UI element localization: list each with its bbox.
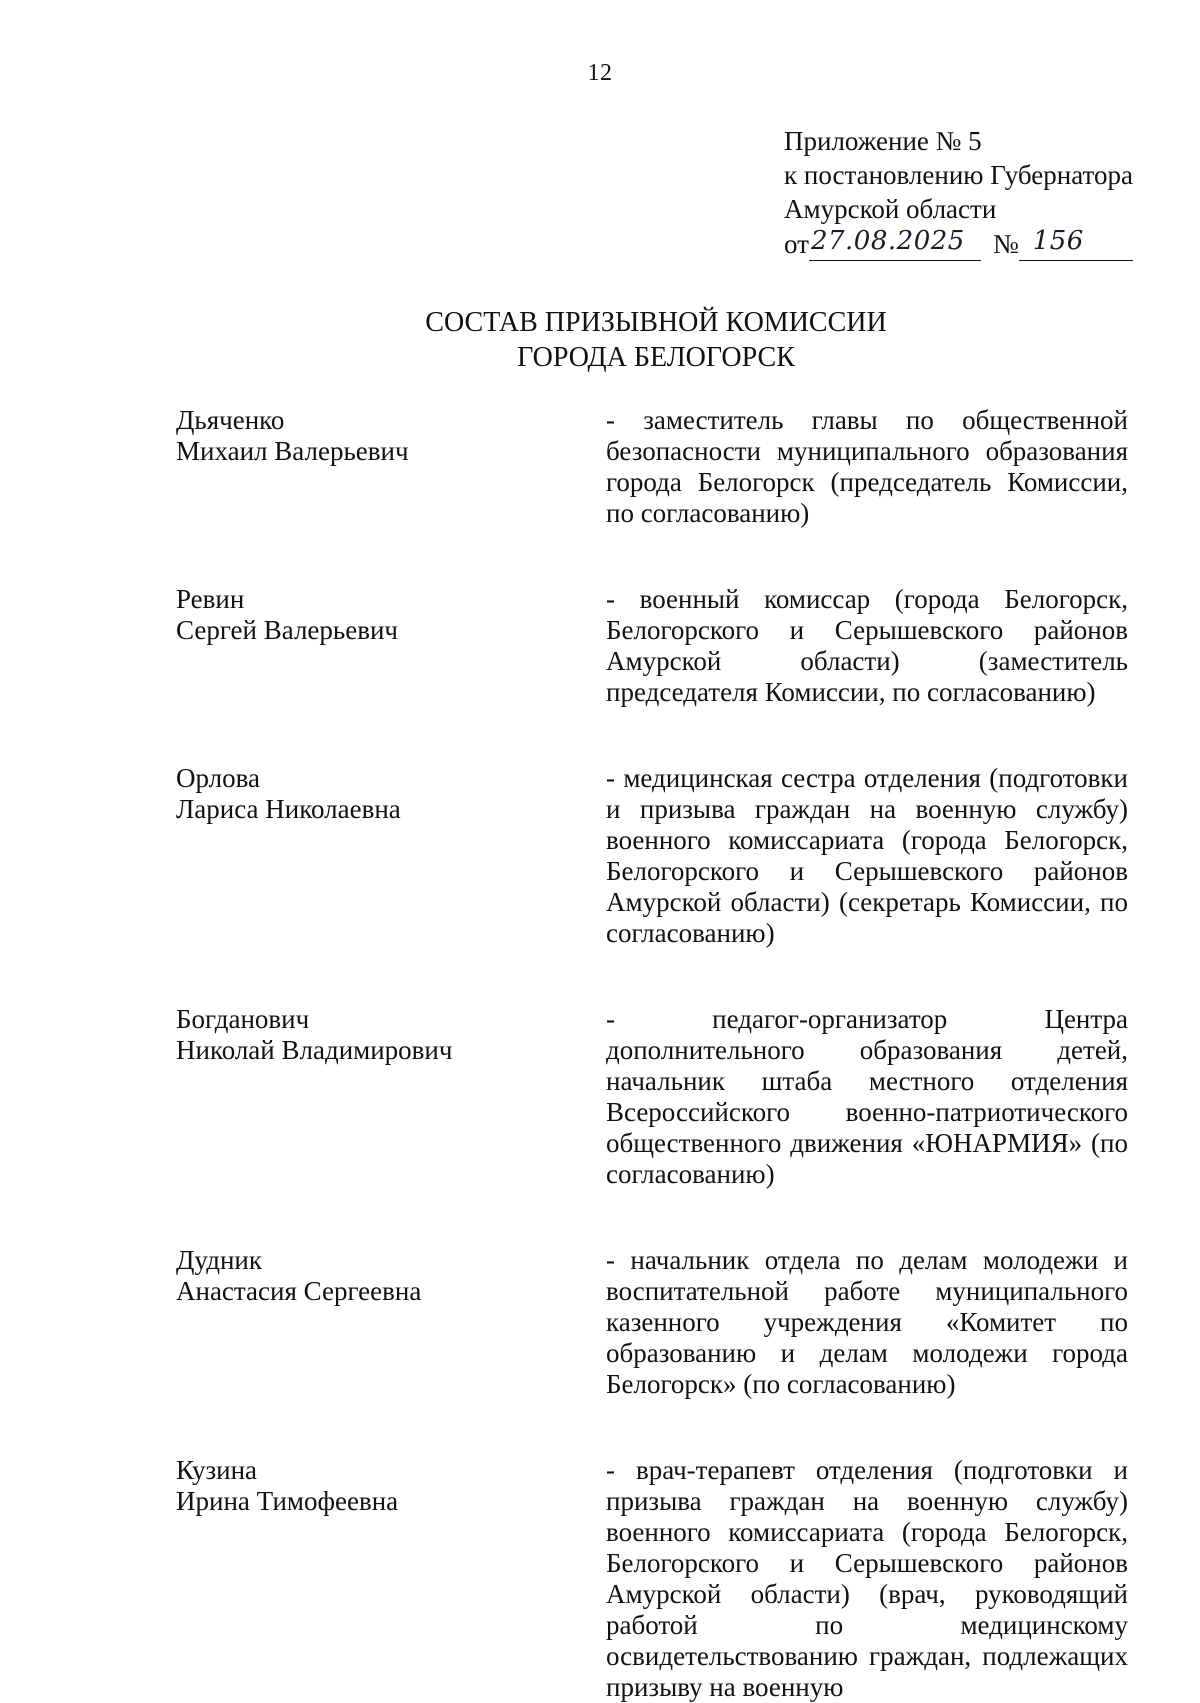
date-prefix: от — [784, 229, 809, 259]
member-entry — [176, 1455, 1136, 1703]
member-given-names: Анастасия Сергеевна — [176, 1276, 422, 1306]
member-given-names: Лариса Николаевна — [176, 794, 401, 824]
member-role: - заместитель главы по общественной безопасности муниципального образования города Белогорск (председатель Комиссии, по согласованию) — [606, 405, 1128, 528]
appendix-block — [784, 124, 1174, 261]
member-name — [176, 405, 606, 529]
member-role: - врач-терапевт отделения (подготовки и призыва граждан на военную службу) военного комиссариата (города Белогорск, Белогорского и Серышевского районов Амурской области) (врач, руководящий работой по медицинскому освидетельствованию граждан, подлежащих призыву на военную — [606, 1455, 1128, 1702]
member-given-names: Ирина Тимофеевна — [176, 1486, 399, 1516]
member-surname: Кузина — [176, 1455, 258, 1485]
member-name — [176, 1455, 606, 1703]
member-surname: Орлова — [176, 763, 260, 793]
page-number: 12 — [587, 60, 613, 86]
title-line-1: СОСТАВ ПРИЗЫВНОЙ КОМИССИИ — [425, 307, 887, 338]
member-name — [176, 1245, 606, 1400]
number-prefix: № — [992, 229, 1019, 259]
member-entry — [176, 763, 1136, 949]
member-name — [176, 584, 606, 708]
member-surname: Дьяченко — [176, 405, 285, 435]
member-name — [176, 1004, 606, 1190]
member-surname: Богданович — [176, 1004, 310, 1034]
appendix-date-number-line — [784, 226, 1174, 261]
appendix-line-2: к постановлению Губернатора — [784, 160, 1133, 190]
appendix-line-3: Амурской области — [784, 194, 997, 224]
member-entry — [176, 405, 1136, 529]
commission-members-list — [176, 405, 1136, 1703]
number-field — [1019, 226, 1133, 261]
member-role: - медицинская сестра отделения (подготовки и призыва граждан на военную службу) военного комиссариата (города Белогорск, Белогорского и Серышевского районов Амурской области) (секретарь Комиссии, по согласованию) — [606, 763, 1128, 948]
member-entry — [176, 1245, 1136, 1400]
member-entry — [176, 584, 1136, 708]
appendix-line-1: Приложение № 5 — [784, 126, 982, 156]
member-given-names: Михаил Валерьевич — [176, 436, 409, 466]
member-name — [176, 763, 606, 949]
member-role: - начальник отдела по делам молодежи и воспитательной работе муниципального казенного учреждения «Комитет по образованию и делам молодежи города Белогорск» (по согласованию) — [606, 1245, 1128, 1399]
title-line-2: ГОРОДА БЕЛОГОРСК — [517, 342, 795, 373]
member-entry — [176, 1004, 1136, 1190]
handwritten-number: 156 — [1032, 226, 1084, 256]
date-field — [809, 226, 981, 261]
member-surname: Ревин — [176, 584, 245, 614]
member-role: - педагог-организатор Центра дополнительного образования детей, начальник штаба местного отделения Всероссийского военно-патриотического общественного движения «ЮНАРМИЯ» (по согласованию) — [606, 1004, 1128, 1189]
document-title — [0, 305, 1200, 375]
member-surname: Дудник — [176, 1245, 262, 1275]
member-given-names: Сергей Валерьевич — [176, 615, 398, 645]
handwritten-date: 27.08.2025 — [810, 226, 965, 256]
member-given-names: Николай Владимирович — [176, 1035, 453, 1065]
member-role: - военный комиссар (города Белогорск, Белогорского и Серышевского районов Амурской области) (заместитель председателя Комиссии, по согласованию) — [606, 584, 1128, 707]
